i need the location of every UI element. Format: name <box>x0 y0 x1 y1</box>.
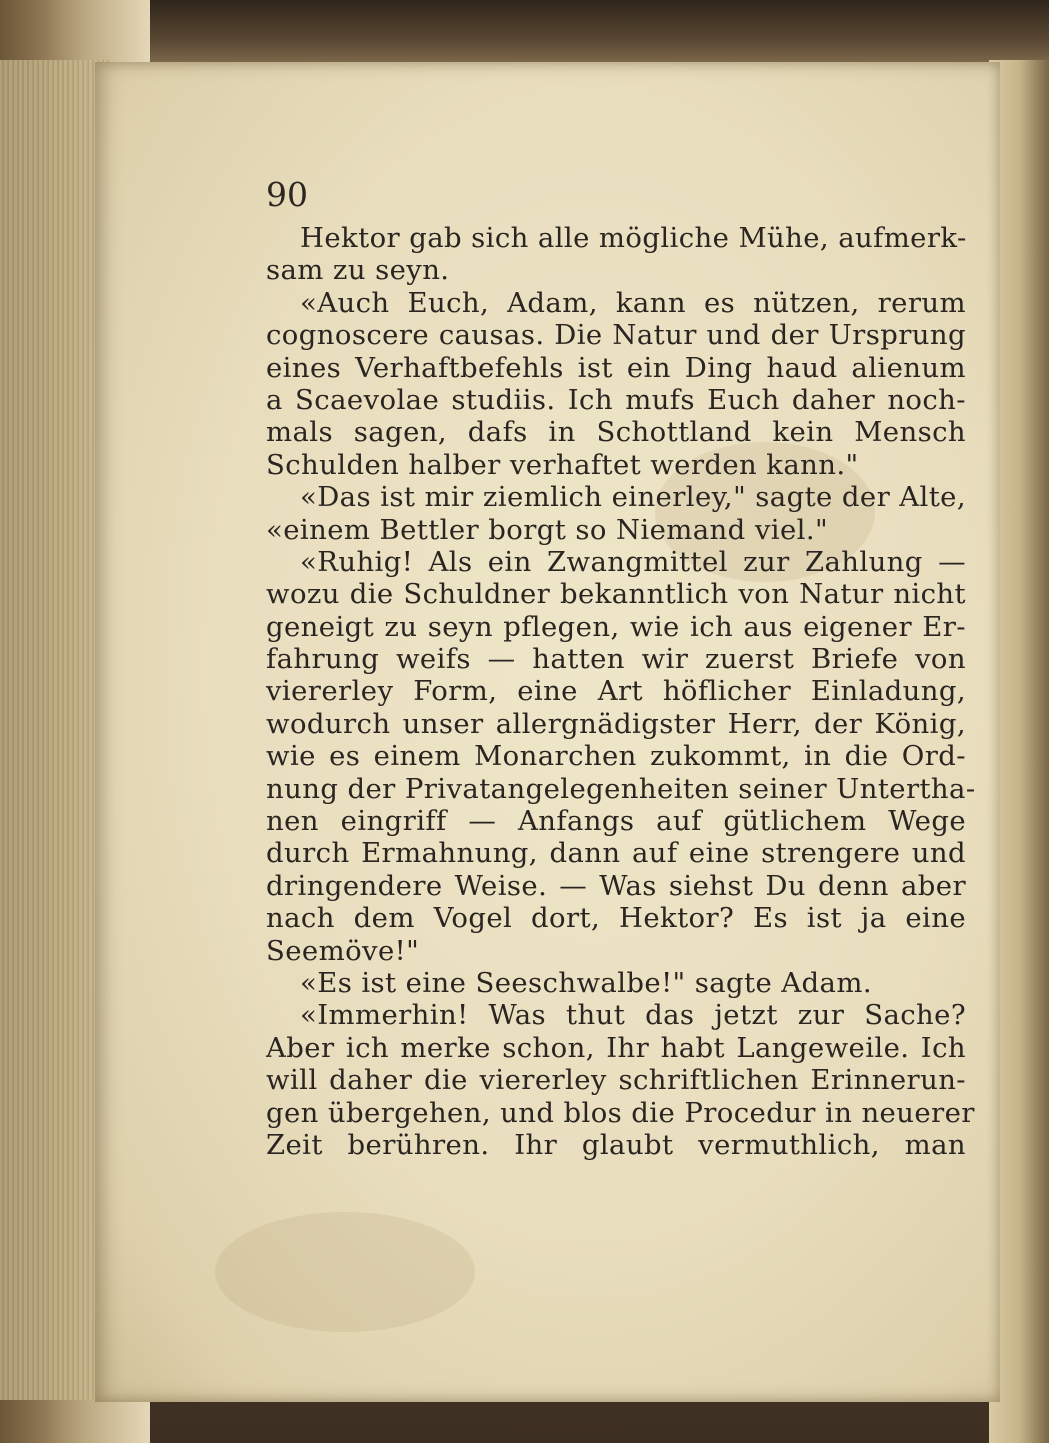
text-line: nach dem Vogel dort, Hektor? Es ist ja eine <box>266 902 966 935</box>
page-number: 90 <box>266 175 308 214</box>
text-line: wodurch unser allergnädigster Herr, der König, <box>266 707 966 740</box>
text-line: gen übergehen, und blos die Procedur in neuerer <box>266 1096 975 1129</box>
text-line: cognoscere causas. Die Natur und der Ursprung <box>266 319 966 352</box>
text-line: «Immerhin! Was thut das jetzt zur Sache? <box>300 999 966 1032</box>
text-line: nung der Privatangelegenheiten seiner Untertha- <box>266 772 976 805</box>
text-line: Schulden halber verhaftet werden kann." <box>266 448 859 481</box>
text-line: «Auch Euch, Adam, kann es nützen, rerum <box>300 286 966 319</box>
text-line: durch Ermahnung, dann auf eine strengere und <box>266 837 966 870</box>
text-line: «einem Bettler borgt so Niemand viel." <box>266 513 829 546</box>
text-line: geneigt zu seyn pflegen, wie ich aus eigener Er- <box>266 610 966 643</box>
paper-stain <box>215 1212 475 1332</box>
text-line: mals sagen, dafs in Schottland kein Mensch <box>266 416 966 449</box>
text-line: wie es einem Monarchen zukommt, in die Ord- <box>266 740 966 773</box>
text-line: fahrung weifs — hatten wir zuerst Briefe von <box>266 643 966 676</box>
text-line: Aber ich merke schon, Ihr habt Langeweile. Ich <box>266 1031 966 1064</box>
text-line: «Ruhig! Als ein Zwangmittel zur Zahlung — <box>300 545 966 578</box>
text-line: will daher die viererley schriftlichen Erinnerun- <box>266 1064 966 1097</box>
text-line: wozu die Schuldner bekanntlich von Natur nicht <box>266 578 966 611</box>
text-line: dringendere Weise. — Was siehst Du denn aber <box>266 869 966 902</box>
text-line: nen eingriff — Anfangs auf gütlichem Wege <box>266 805 966 838</box>
text-line: a Scaevolae studiis. Ich mufs Euch daher noch- <box>266 383 966 416</box>
body-text <box>266 222 976 1161</box>
page-edges-stack <box>0 60 110 1400</box>
text-line: Seemöve!" <box>266 934 420 967</box>
text-line: sam zu seyn. <box>266 254 450 287</box>
text-line: viererley Form, eine Art höflicher Einladung, <box>266 675 966 708</box>
text-line: eines Verhaftbefehls ist ein Ding haud alienum <box>266 351 966 384</box>
text-line: «Das ist mir ziemlich einerley," sagte der Alte, <box>300 481 966 514</box>
text-line: «Es ist eine Seeschwalbe!" sagte Adam. <box>300 966 872 999</box>
text-line: Zeit berühren. Ihr glaubt vermuthlich, man <box>266 1128 966 1161</box>
text-line: Hektor gab sich alle mögliche Mühe, aufmerk- <box>300 222 967 254</box>
